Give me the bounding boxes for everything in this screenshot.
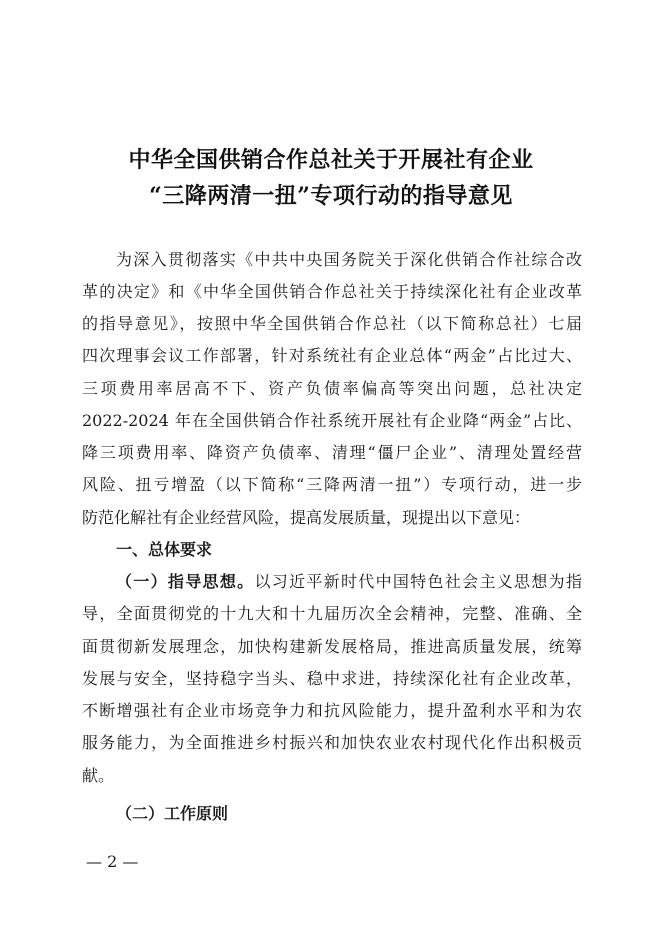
paragraph-line: 为深入贯彻落实《中共中央国务院关于深化供销合作社综合改 xyxy=(116,250,582,269)
title-line-1: 中华全国供销合作总社关于开展社有企业 xyxy=(128,147,534,173)
paragraph-line: 不断增强社有企业市场竞争力和抗风险能力，提升盈利水平和为农 xyxy=(82,701,582,720)
paragraph-line: 导，全面贯彻党的十九大和十九届历次全会精神，完整、准确、全 xyxy=(82,604,582,623)
paragraph-line: 服务能力，为全面推进乡村振兴和加快农业农村现代化作出积极贡 xyxy=(82,733,582,752)
subsection-heading: （二）工作原则 xyxy=(116,804,229,823)
section-heading: 一、总体要求 xyxy=(116,540,213,559)
page-number: — 2 — xyxy=(86,852,139,871)
subsection-heading: （一）指导思想。 xyxy=(116,572,255,591)
paragraph-line: 面贯彻新发展理念，加快构建新发展格局，推进高质量发展，统筹 xyxy=(82,637,582,656)
paragraph-line: 防范化解社有企业经营风险，提高发展质量，现提出以下意见： xyxy=(82,508,531,527)
paragraph-line: （一）指导思想。以习近平新时代中国特色社会主义思想为指 xyxy=(116,572,582,591)
paragraph-line: 降三项费用率、降资产负债率、清理“僵尸企业”、清理处置经营 xyxy=(82,443,582,462)
paragraph-line: 的指导意见》，按照中华全国供销合作总社（以下简称总社）七届 xyxy=(82,314,582,333)
title-line-2: “三降两清一扭”专项行动的指导意见 xyxy=(149,183,513,209)
paragraph-line: 献。 xyxy=(82,766,115,785)
paragraph-line: 2022-2024 年在全国供销合作社系统开展社有企业降“两金”占比、 xyxy=(82,411,582,430)
paragraph-line: 发展与安全，坚持稳字当头、稳中求进，持续深化社有企业改革， xyxy=(82,669,582,688)
paragraph-line: 三项费用率居高不下、资产负债率偏高等突出问题，总社决定 xyxy=(82,379,582,398)
paragraph-line: 革的决定》和《中华全国供销合作总社关于持续深化社有企业改革 xyxy=(82,282,582,301)
paragraph-line: 四次理事会议工作部署，针对系统社有企业总体“两金”占比过大、 xyxy=(82,346,582,365)
paragraph-line: 风险、扭亏增盈（以下简称“三降两清一扭”）专项行动，进一步 xyxy=(82,475,582,494)
